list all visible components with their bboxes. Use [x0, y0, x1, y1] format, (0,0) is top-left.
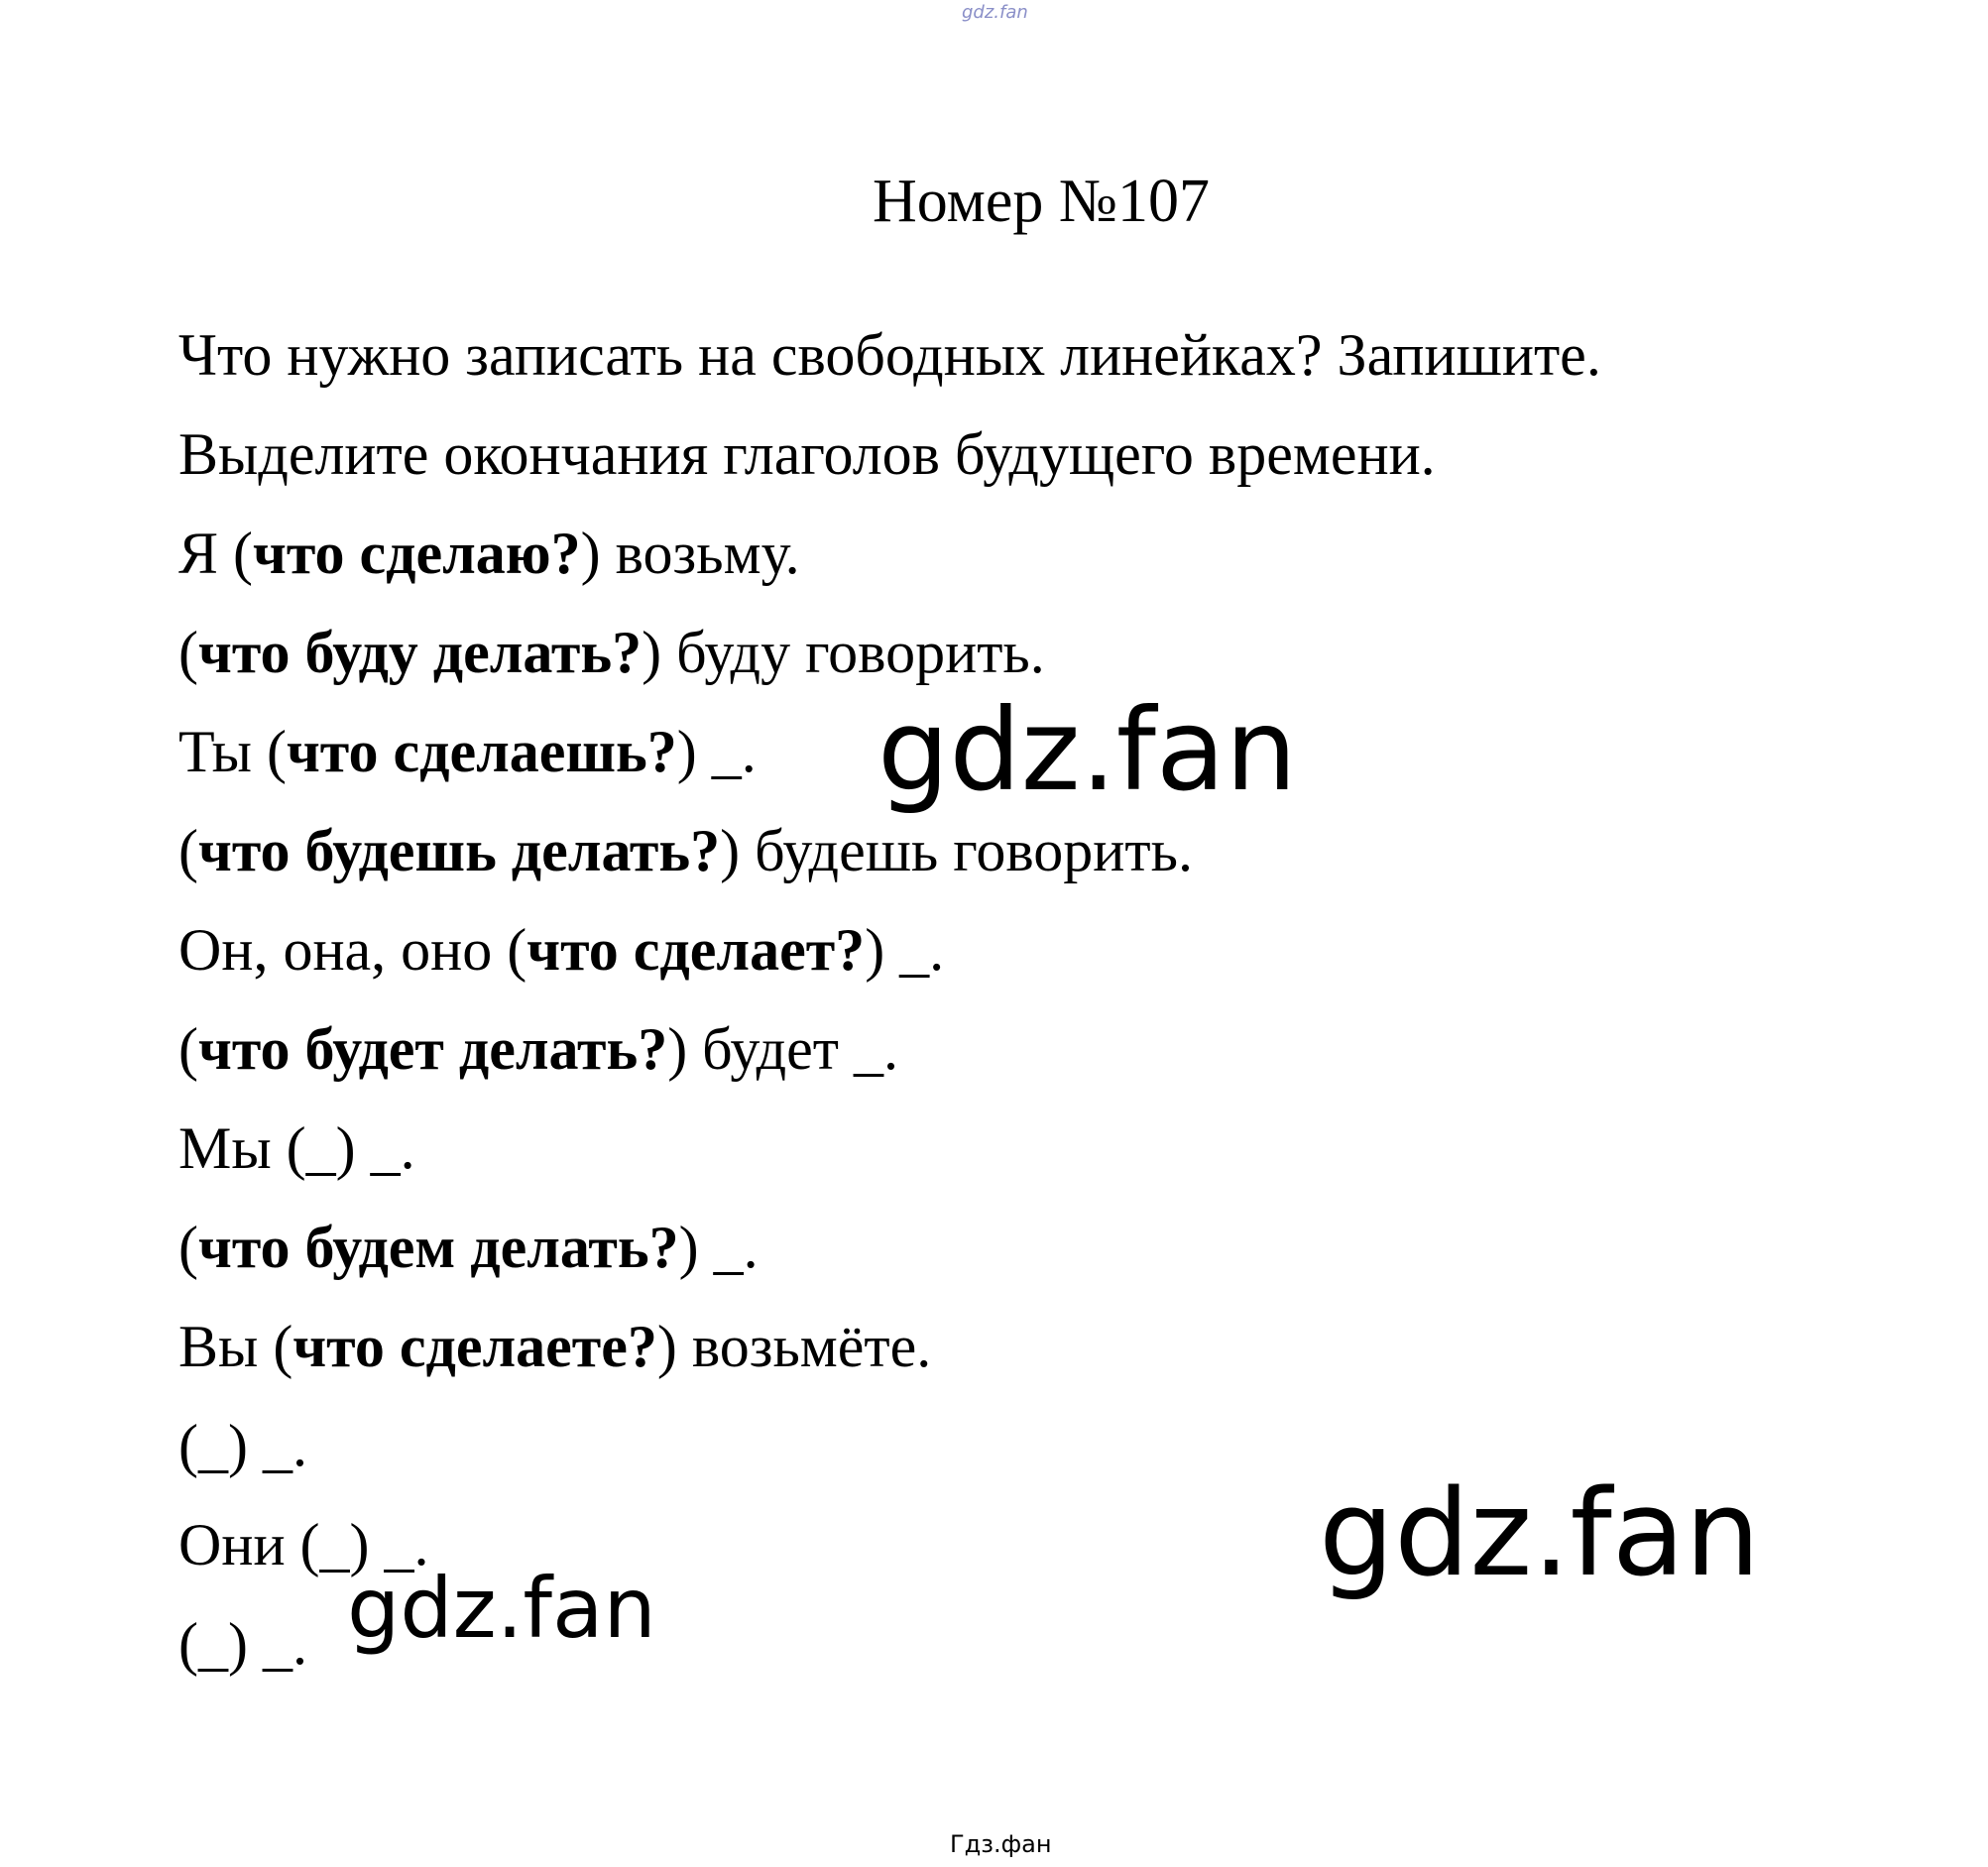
line-text: ) _.: [678, 1215, 759, 1280]
watermark: gdz.fan: [347, 1560, 656, 1657]
line-text: Вы (: [178, 1314, 293, 1379]
line-text: (: [178, 818, 198, 883]
line-text: (_) _.: [178, 1611, 307, 1677]
question-bold: что будешь делать?: [197, 818, 721, 883]
exercise-line: [178, 1297, 1601, 1396]
top-watermark: gdz.fan: [962, 2, 1028, 23]
line-text: Они (_) _.: [178, 1512, 429, 1577]
line-text: ) возьмёте.: [656, 1314, 932, 1379]
question-bold: что сделаете?: [292, 1314, 657, 1379]
line-text: (: [178, 620, 198, 685]
question-bold: что буду делать?: [197, 620, 643, 685]
question-bold: что будем делать?: [197, 1215, 679, 1280]
line-text: ) буду говорить.: [642, 620, 1045, 685]
question-bold: что будет делать?: [197, 1016, 668, 1082]
line-text: Мы (_) _.: [178, 1115, 415, 1181]
footer-text: Гдз.фан: [950, 1830, 1052, 1858]
line-text: (_) _.: [178, 1413, 307, 1478]
task-line: Что нужно записать на свободных линейках? Запишите.: [178, 322, 1601, 388]
line-text: Ты (: [178, 719, 287, 784]
exercise-line: [178, 1198, 1601, 1297]
watermark: gdz.fan: [1319, 1465, 1761, 1603]
exercise-line: [178, 801, 1601, 900]
exercise-line: [178, 504, 1601, 603]
line-text: Я (: [178, 521, 253, 586]
line-text: ) будет _.: [667, 1016, 899, 1082]
question-bold: что сделаю?: [253, 521, 581, 586]
page-title: Номер №107: [873, 168, 1211, 235]
line-text: ) возьму.: [580, 521, 800, 586]
question-bold: что сделает?: [526, 917, 866, 983]
line-text: Он, она, оно (: [178, 917, 527, 983]
exercise-line: [178, 1099, 1601, 1198]
task-line: Выделите окончания глаголов будущего времени.: [178, 421, 1436, 487]
line-text: ) будешь говорить.: [720, 818, 1194, 883]
exercise-line: [178, 999, 1601, 1099]
line-text: (: [178, 1016, 198, 1082]
line-text: ) _.: [865, 917, 945, 983]
line-text: (: [178, 1215, 198, 1280]
watermark: gdz.fan: [877, 684, 1298, 816]
exercise-line: [178, 900, 1601, 999]
line-text: ) _.: [676, 719, 757, 784]
question-bold: что сделаешь?: [286, 719, 677, 784]
